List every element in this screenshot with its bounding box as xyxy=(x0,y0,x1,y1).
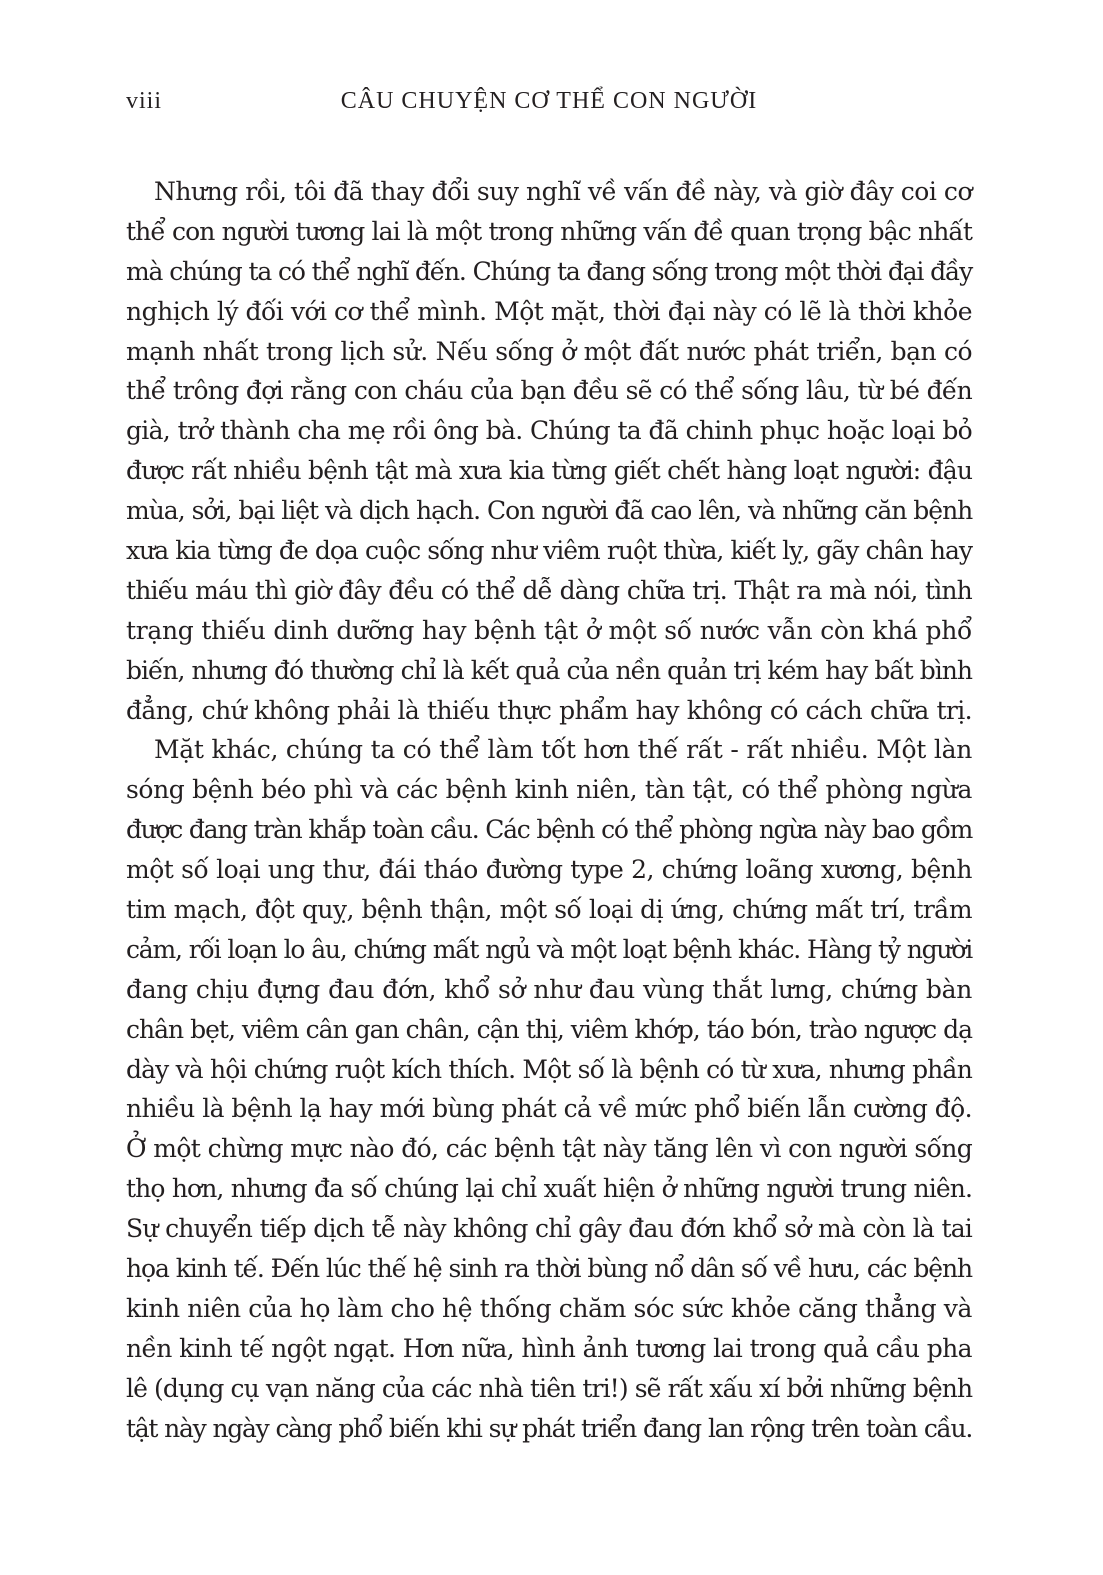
text-line: Ở một chừng mực nào đó, các bệnh tật này tăng lên vì con người sống xyxy=(126,1134,973,1164)
text-line: thiếu máu thì giờ đây đều có thể dễ dàng chữa trị. Thật ra mà nói, tình xyxy=(126,575,972,605)
text-line: lê (dụng cụ vạn năng của các nhà tiên tri!) sẽ rất xấu xí bởi những bệnh xyxy=(126,1373,973,1403)
text-line: tim mạch, đột quỵ, bệnh thận, một số loại dị ứng, chứng mất trí, trầm xyxy=(126,895,972,925)
text-line: biến, nhưng đó thường chỉ là kết quả của nền quản trị kém hay bất bình xyxy=(126,655,972,685)
text-line: mạnh nhất trong lịch sử. Nếu sống ở một đất nước phát triển, bạn có xyxy=(126,336,972,366)
text-line: nhiều là bệnh lạ hay mới bùng phát cả về mức phổ biến lẫn cường độ. xyxy=(126,1094,972,1124)
text-line: già, trở thành cha mẹ rồi ông bà. Chúng ta đã chinh phục hoặc loại bỏ xyxy=(126,416,972,446)
paragraph xyxy=(126,172,972,730)
text-line: tật này ngày càng phổ biến khi sự phát triển đang lan rộng trên toàn cầu. xyxy=(126,1413,972,1443)
text-line: được rất nhiều bệnh tật mà xưa kia từng giết chết hàng loạt người: đậu xyxy=(126,456,973,486)
text-line: đẳng, chứ không phải là thiếu thực phẩm hay không có cách chữa trị. xyxy=(126,695,972,725)
text-line: mùa, sởi, bại liệt và dịch hạch. Con người đã cao lên, và những căn bệnh xyxy=(126,496,973,526)
text-line: thể con người tương lai là một trong những vấn đề quan trọng bậc nhất xyxy=(126,216,972,246)
text-line: sóng bệnh béo phì và các bệnh kinh niên, tàn tật, có thể phòng ngừa xyxy=(126,775,972,805)
body-text xyxy=(126,172,972,1449)
text-line: Sự chuyển tiếp dịch tễ này không chỉ gây đau đớn khổ sở mà còn là tai xyxy=(126,1214,972,1244)
text-line: dày và hội chứng ruột kích thích. Một số là bệnh có từ xưa, nhưng phần xyxy=(126,1054,972,1084)
text-line: đang chịu đựng đau đớn, khổ sở như đau vùng thắt lưng, chứng bàn xyxy=(126,974,972,1004)
text-line: Nhưng rồi, tôi đã thay đổi suy nghĩ về vấn đề này, và giờ đây coi cơ xyxy=(154,177,972,206)
text-line: cảm, rối loạn lo âu, chứng mất ngủ và một loạt bệnh khác. Hàng tỷ người xyxy=(126,934,972,964)
text-line: chân bẹt, viêm cân gan chân, cận thị, viêm khớp, táo bón, trào ngược dạ xyxy=(126,1014,972,1044)
text-line: thể trông đợi rằng con cháu của bạn đều sẽ có thể sống lâu, từ bé đến xyxy=(126,376,972,406)
text-line: trạng thiếu dinh dưỡng hay bệnh tật ở một số nước vẫn còn khá phổ xyxy=(126,615,972,645)
text-line: xưa kia từng đe dọa cuộc sống như viêm ruột thừa, kiết lỵ, gãy chân hay xyxy=(126,536,972,566)
running-header xyxy=(126,88,972,124)
text-line: họa kinh tế. Đến lúc thế hệ sinh ra thời bùng nổ dân số về hưu, các bệnh xyxy=(126,1254,972,1284)
text-line: nền kinh tế ngột ngạt. Hơn nữa, hình ảnh tương lai trong quả cầu pha xyxy=(126,1333,972,1363)
page-number: viii xyxy=(126,88,163,114)
text-line: mà chúng ta có thể nghĩ đến. Chúng ta đang sống trong một thời đại đầy xyxy=(126,256,972,286)
text-line: Mặt khác, chúng ta có thể làm tốt hơn thế rất - rất nhiều. Một làn xyxy=(154,735,972,765)
text-line: nghịch lý đối với cơ thể mình. Một mặt, thời đại này có lẽ là thời khỏe xyxy=(126,296,972,326)
running-title: CÂU CHUYỆN CƠ THỂ CON NGƯỜI xyxy=(340,88,758,114)
paragraph xyxy=(126,730,972,1448)
text-line: thọ hơn, nhưng đa số chúng lại chỉ xuất hiện ở những người trung niên. xyxy=(126,1174,972,1204)
text-line: một số loại ung thư, đái tháo đường type 2, chứng loãng xương, bệnh xyxy=(126,855,972,885)
text-line: kinh niên của họ làm cho hệ thống chăm sóc sức khỏe căng thẳng và xyxy=(126,1293,972,1323)
text-line: được đang tràn khắp toàn cầu. Các bệnh có thể phòng ngừa này bao gồm xyxy=(126,815,972,845)
